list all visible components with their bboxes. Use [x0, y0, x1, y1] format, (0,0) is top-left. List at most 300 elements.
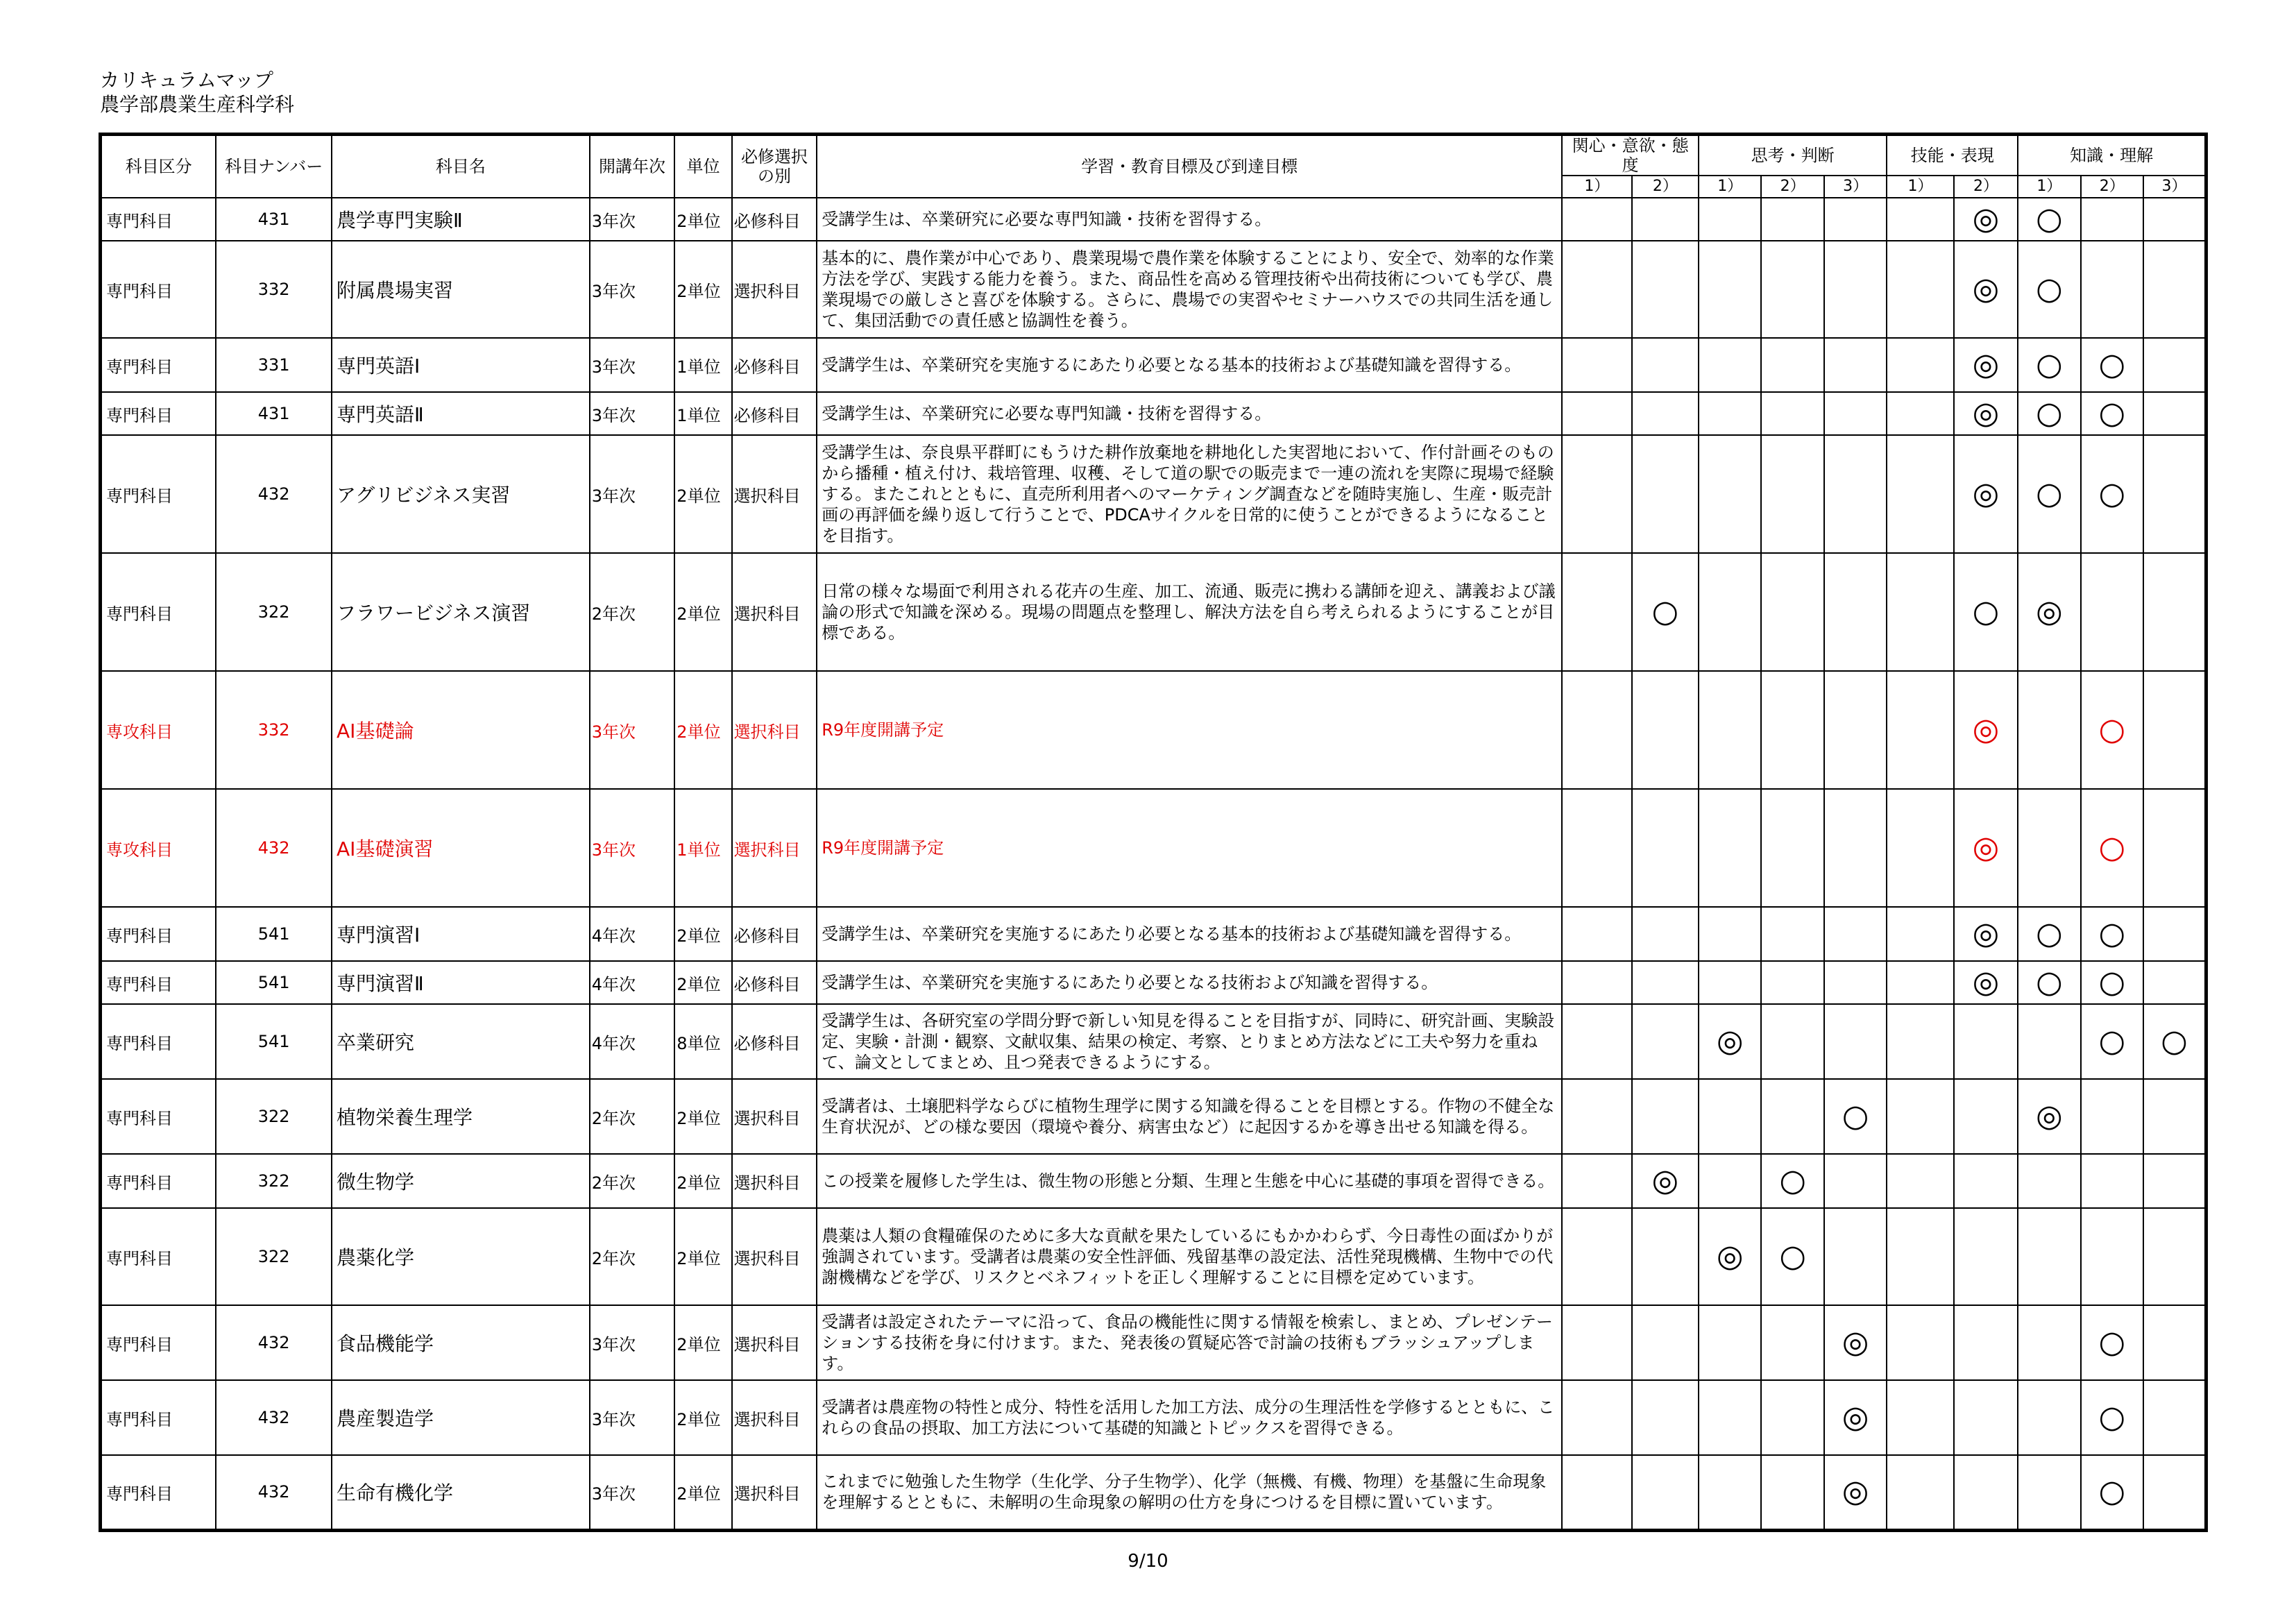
course-units: 8単位 [674, 1004, 731, 1079]
course-goal: 農薬は人類の食糧確保のために多大な貢献を果たしているにもかかわらず、今日毒性の面ばかりが強調されています。受講者は農薬の安全性評価、残留基準の設定法、活性発現機構、生物中での代謝機構などを学び、リスクとベネフィットを正しく理解することに目標を定めています。 [817, 1208, 1562, 1305]
course-category: 専門科目 [101, 435, 216, 553]
evaluation-mark: ○ [2081, 1004, 2143, 1079]
evaluation-mark: ○ [2018, 338, 2080, 392]
evaluation-mark [2081, 1079, 2143, 1154]
header-kubun: 科目区分 [101, 135, 216, 198]
header-sub: 1） [1562, 176, 1631, 198]
course-number: 541 [216, 961, 332, 1004]
course-goal: 受講学生は、卒業研究に必要な専門知識・技術を習得する。 [817, 392, 1562, 435]
evaluation-mark: ○ [1954, 553, 2018, 671]
course-name: 食品機能学 [332, 1305, 590, 1380]
evaluation-mark [1824, 553, 1887, 671]
course-goal: 受講学生は、卒業研究を実施するにあたり必要となる基本的技術および基礎知識を習得する。 [817, 907, 1562, 961]
evaluation-mark [1824, 338, 1887, 392]
course-category: 専門科目 [101, 1305, 216, 1380]
table-row [101, 671, 2206, 789]
evaluation-mark [1632, 338, 1699, 392]
evaluation-mark [2081, 1208, 2143, 1305]
course-year: 2年次 [590, 1208, 675, 1305]
evaluation-mark [1699, 961, 1761, 1004]
evaluation-mark: ○ [2018, 241, 2080, 338]
page-number: 9/10 [1128, 1551, 1168, 1572]
table-row [101, 553, 2206, 671]
header-unit: 単位 [674, 135, 731, 198]
course-year: 2年次 [590, 1154, 675, 1208]
evaluation-mark [2018, 1380, 2080, 1455]
header-group-knowledge: 知識・理解 [2018, 135, 2206, 176]
header-goal: 学習・教育目標及び到達目標 [817, 135, 1562, 198]
evaluation-mark: ◎ [1824, 1380, 1887, 1455]
evaluation-mark [1761, 553, 1823, 671]
evaluation-mark [1824, 789, 1887, 907]
evaluation-mark [1562, 553, 1631, 671]
evaluation-mark [2143, 1208, 2206, 1305]
course-units: 2単位 [674, 1079, 731, 1154]
course-number: 331 [216, 338, 332, 392]
course-units: 2単位 [674, 961, 731, 1004]
evaluation-mark [1699, 789, 1761, 907]
header-sub: 2） [1954, 176, 2018, 198]
evaluation-mark [1887, 907, 1953, 961]
evaluation-mark [1699, 198, 1761, 241]
course-year: 2年次 [590, 553, 675, 671]
evaluation-mark: ○ [1761, 1208, 1823, 1305]
table-row [101, 435, 2206, 553]
evaluation-mark: ○ [2081, 392, 2143, 435]
header-sub: 3） [1824, 176, 1887, 198]
course-category: 専門科目 [101, 338, 216, 392]
evaluation-mark [2143, 907, 2206, 961]
evaluation-mark [1824, 1154, 1887, 1208]
evaluation-mark [2143, 789, 2206, 907]
course-name: AI基礎演習 [332, 789, 590, 907]
evaluation-mark [1632, 1079, 1699, 1154]
course-category: 専門科目 [101, 1004, 216, 1079]
table-row [101, 392, 2206, 435]
evaluation-mark [2143, 241, 2206, 338]
evaluation-mark [1887, 241, 1953, 338]
evaluation-mark: ◎ [1954, 961, 2018, 1004]
course-required: 選択科目 [732, 1380, 817, 1455]
course-units: 2単位 [674, 671, 731, 789]
evaluation-mark [1562, 338, 1631, 392]
evaluation-mark [1761, 392, 1823, 435]
evaluation-mark [1699, 241, 1761, 338]
evaluation-mark [1562, 789, 1631, 907]
course-name: 微生物学 [332, 1154, 590, 1208]
course-units: 2単位 [674, 907, 731, 961]
evaluation-mark [1887, 1154, 1953, 1208]
header-name: 科目名 [332, 135, 590, 198]
evaluation-mark [1761, 1380, 1823, 1455]
evaluation-mark [1824, 907, 1887, 961]
course-required: 選択科目 [732, 435, 817, 553]
table-row [101, 1305, 2206, 1380]
evaluation-mark [1562, 1208, 1631, 1305]
header-sub: 1） [1887, 176, 1953, 198]
evaluation-mark [1887, 1208, 1953, 1305]
evaluation-mark [1761, 1004, 1823, 1079]
course-year: 3年次 [590, 338, 675, 392]
evaluation-mark [1632, 1208, 1699, 1305]
evaluation-mark [2018, 1305, 2080, 1380]
evaluation-mark [1632, 961, 1699, 1004]
evaluation-mark [1562, 435, 1631, 553]
evaluation-mark [2143, 1154, 2206, 1208]
course-required: 選択科目 [732, 789, 817, 907]
evaluation-mark [1562, 1380, 1631, 1455]
course-required: 選択科目 [732, 1154, 817, 1208]
header-group-thinking: 思考・判断 [1699, 135, 1887, 176]
course-number: 432 [216, 1305, 332, 1380]
evaluation-mark [1699, 1305, 1761, 1380]
evaluation-mark [1632, 671, 1699, 789]
evaluation-mark [1824, 435, 1887, 553]
evaluation-mark [2143, 1455, 2206, 1530]
evaluation-mark [1632, 1004, 1699, 1079]
evaluation-mark: ○ [2143, 1004, 2206, 1079]
course-required: 選択科目 [732, 1079, 817, 1154]
evaluation-mark [1761, 671, 1823, 789]
evaluation-mark [1562, 1004, 1631, 1079]
evaluation-mark [2143, 671, 2206, 789]
table-row [101, 1154, 2206, 1208]
evaluation-mark: ○ [2081, 1455, 2143, 1530]
course-required: 選択科目 [732, 553, 817, 671]
course-required: 必修科目 [732, 907, 817, 961]
header-sub: 2） [1632, 176, 1699, 198]
table-row [101, 198, 2206, 241]
header-group-interest: 関心・意欲・態度 [1562, 135, 1699, 176]
course-units: 1単位 [674, 338, 731, 392]
evaluation-mark: ◎ [1824, 1455, 1887, 1530]
evaluation-mark [2143, 961, 2206, 1004]
evaluation-mark: ◎ [1824, 1305, 1887, 1380]
evaluation-mark [1887, 338, 1953, 392]
course-category: 専門科目 [101, 392, 216, 435]
course-category: 専門科目 [101, 1380, 216, 1455]
course-number: 332 [216, 671, 332, 789]
evaluation-mark: ○ [2081, 671, 2143, 789]
evaluation-mark: ○ [1824, 1079, 1887, 1154]
course-goal: 受講者は設定されたテーマに沿って、食品の機能性に関する情報を検索し、まとめ、プレゼンテーションする技術を身に付けます。また、発表後の質疑応答で討論の技術もブラッシュアップします。 [817, 1305, 1562, 1380]
course-goal: これまでに勉強した生物学（生化学、分子生物学）、化学（無機、有機、物理）を基盤に生命現象を理解するとともに、未解明の生命現象の解明の仕方を身につけるを目標に置いています。 [817, 1455, 1562, 1530]
evaluation-mark [2143, 338, 2206, 392]
evaluation-mark [2143, 198, 2206, 241]
evaluation-mark [2018, 1154, 2080, 1208]
evaluation-mark [1632, 198, 1699, 241]
course-units: 1単位 [674, 392, 731, 435]
course-category: 専攻科目 [101, 671, 216, 789]
course-goal: 日常の様々な場面で利用される花卉の生産、加工、流通、販売に携わる講師を迎え、講義および議論の形式で知識を深める。現場の問題点を整理し、解決方法を自ら考えられるようにすることが目標である。 [817, 553, 1562, 671]
evaluation-mark [1824, 671, 1887, 789]
evaluation-mark [1632, 1455, 1699, 1530]
evaluation-mark [1761, 338, 1823, 392]
course-name: フラワービジネス演習 [332, 553, 590, 671]
evaluation-mark [1562, 198, 1631, 241]
evaluation-mark [1761, 241, 1823, 338]
evaluation-mark [1632, 241, 1699, 338]
course-goal: 受講学生は、卒業研究を実施するにあたり必要となる技術および知識を習得する。 [817, 961, 1562, 1004]
course-name: 植物栄養生理学 [332, 1079, 590, 1154]
course-category: 専門科目 [101, 1208, 216, 1305]
course-category: 専攻科目 [101, 789, 216, 907]
course-goal: 受講学生は、各研究室の学問分野で新しい知見を得ることを目指すが、同時に、研究計画、実験設定、実験・計測・観察、文献収集、結果の検定、考察、とりまとめ方法などに工夫や努力を重ねて、論文としてまとめ、且つ発表できるようにする。 [817, 1004, 1562, 1079]
course-required: 選択科目 [732, 1208, 817, 1305]
evaluation-mark [1824, 961, 1887, 1004]
evaluation-mark [1761, 198, 1823, 241]
evaluation-mark [1824, 241, 1887, 338]
course-required: 必修科目 [732, 392, 817, 435]
evaluation-mark: ◎ [1632, 1154, 1699, 1208]
evaluation-mark: ○ [2081, 961, 2143, 1004]
course-name: 農産製造学 [332, 1380, 590, 1455]
table-row [101, 1079, 2206, 1154]
evaluation-mark [1632, 435, 1699, 553]
evaluation-mark [1699, 1380, 1761, 1455]
evaluation-mark [1954, 1154, 2018, 1208]
header-sub: 2） [1761, 176, 1823, 198]
evaluation-mark [1761, 1079, 1823, 1154]
course-units: 2単位 [674, 435, 731, 553]
evaluation-mark [2018, 1455, 2080, 1530]
header-group-skill: 技能・表現 [1887, 135, 2018, 176]
evaluation-mark: ◎ [2018, 1079, 2080, 1154]
course-year: 3年次 [590, 392, 675, 435]
evaluation-mark: ◎ [1954, 671, 2018, 789]
evaluation-mark: ○ [2018, 907, 2080, 961]
course-number: 322 [216, 553, 332, 671]
evaluation-mark [1699, 1455, 1761, 1530]
evaluation-mark [2018, 1208, 2080, 1305]
course-units: 2単位 [674, 198, 731, 241]
header-sub: 3） [2143, 176, 2206, 198]
course-name: 専門英語Ⅱ [332, 392, 590, 435]
evaluation-mark [1562, 1455, 1631, 1530]
course-number: 332 [216, 241, 332, 338]
evaluation-mark [1954, 1079, 2018, 1154]
course-number: 432 [216, 789, 332, 907]
course-number: 432 [216, 1380, 332, 1455]
evaluation-mark [1887, 789, 1953, 907]
evaluation-mark: ◎ [1954, 392, 2018, 435]
course-name: 農学専門実験Ⅱ [332, 198, 590, 241]
evaluation-mark [1562, 1154, 1631, 1208]
header-number: 科目ナンバー [216, 135, 332, 198]
evaluation-mark [1632, 789, 1699, 907]
evaluation-mark: ○ [1761, 1154, 1823, 1208]
evaluation-mark [1632, 392, 1699, 435]
course-name: 農薬化学 [332, 1208, 590, 1305]
course-goal: 受講学生は、奈良県平群町にもうけた耕作放棄地を耕地化した実習地において、作付計画そのものから播種・植え付け、栽培管理、収穫、そして道の駅での販売まで一連の流れを実際に現場で経験する。またこれとともに、直売所利用者へのマーケティング調査などを随時実施し、生産・販売計画の再評価を繰り返して行うことで、PDCAサイクルを日常的に使うことができるようになることを目指す。 [817, 435, 1562, 553]
course-category: 専門科目 [101, 961, 216, 1004]
course-name: 専門演習Ⅱ [332, 961, 590, 1004]
evaluation-mark [1954, 1305, 2018, 1380]
evaluation-mark: ○ [2081, 789, 2143, 907]
evaluation-mark [1887, 1079, 1953, 1154]
course-year: 3年次 [590, 435, 675, 553]
table-row [101, 1455, 2206, 1530]
course-category: 専門科目 [101, 241, 216, 338]
course-category: 専門科目 [101, 553, 216, 671]
course-units: 2単位 [674, 1154, 731, 1208]
evaluation-mark [1562, 241, 1631, 338]
evaluation-mark: ◎ [1954, 907, 2018, 961]
evaluation-mark [1887, 961, 1953, 1004]
course-required: 必修科目 [732, 961, 817, 1004]
curriculum-map-table [99, 133, 2208, 1532]
evaluation-mark [1699, 1154, 1761, 1208]
evaluation-mark: ○ [2081, 907, 2143, 961]
evaluation-mark [2081, 241, 2143, 338]
evaluation-mark [1887, 671, 1953, 789]
evaluation-mark [1887, 392, 1953, 435]
course-year: 3年次 [590, 1305, 675, 1380]
evaluation-mark [1761, 789, 1823, 907]
evaluation-mark [1699, 553, 1761, 671]
course-units: 2単位 [674, 241, 731, 338]
evaluation-mark [2143, 1079, 2206, 1154]
course-number: 322 [216, 1208, 332, 1305]
course-year: 3年次 [590, 671, 675, 789]
header-sub: 1） [2018, 176, 2080, 198]
evaluation-mark [1824, 198, 1887, 241]
evaluation-mark [1699, 907, 1761, 961]
evaluation-mark [1761, 1305, 1823, 1380]
course-goal: この授業を履修した学生は、微生物の形態と分類、生理と生態を中心に基礎的事項を習得できる。 [817, 1154, 1562, 1208]
course-required: 選択科目 [732, 241, 817, 338]
course-year: 3年次 [590, 241, 675, 338]
evaluation-mark: ◎ [1954, 435, 2018, 553]
evaluation-mark [1761, 961, 1823, 1004]
course-category: 専門科目 [101, 907, 216, 961]
table-row [101, 789, 2206, 907]
evaluation-mark [2081, 1154, 2143, 1208]
course-required: 必修科目 [732, 1004, 817, 1079]
course-year: 4年次 [590, 907, 675, 961]
evaluation-mark [1699, 435, 1761, 553]
evaluation-mark [1887, 1380, 1953, 1455]
evaluation-mark: ○ [2081, 435, 2143, 553]
evaluation-mark [1887, 1455, 1953, 1530]
evaluation-mark [1887, 198, 1953, 241]
course-number: 431 [216, 392, 332, 435]
evaluation-mark [2081, 553, 2143, 671]
course-category: 専門科目 [101, 1154, 216, 1208]
course-name: AI基礎論 [332, 671, 590, 789]
evaluation-mark [1699, 671, 1761, 789]
evaluation-mark [1954, 1004, 2018, 1079]
course-goal: 基本的に、農作業が中心であり、農業現場で農作業を体験することにより、安全で、効率的な作業方法を学び、実践する能力を養う。また、商品性を高める管理技術や出荷技術についても学び、農業現場での厳しさと喜びを体験する。さらに、農場での実習やセミナーハウスでの共同生活を通して、集団活動での責任感と協調性を養う。 [817, 241, 1562, 338]
evaluation-mark [1954, 1455, 2018, 1530]
course-units: 2単位 [674, 553, 731, 671]
evaluation-mark: ◎ [1954, 198, 2018, 241]
course-category: 専門科目 [101, 198, 216, 241]
header-required: 必修選択の別 [732, 135, 817, 198]
header-sub: 2） [2081, 176, 2143, 198]
course-name: アグリビジネス実習 [332, 435, 590, 553]
evaluation-mark: ◎ [1954, 338, 2018, 392]
evaluation-mark [1824, 1208, 1887, 1305]
evaluation-mark [1699, 1079, 1761, 1154]
evaluation-mark [1824, 1004, 1887, 1079]
table-row [101, 338, 2206, 392]
course-required: 必修科目 [732, 198, 817, 241]
table-row [101, 1380, 2206, 1455]
evaluation-mark [1632, 1380, 1699, 1455]
evaluation-mark [2018, 671, 2080, 789]
course-goal: R9年度開講予定 [817, 671, 1562, 789]
course-number: 432 [216, 1455, 332, 1530]
evaluation-mark: ○ [2018, 435, 2080, 553]
course-goal: 受講者は、土壌肥料学ならびに植物生理学に関する知識を得ることを目標とする。作物の不健全な生育状況が、どの様な要因（環境や養分、病害虫など）に起因するかを導き出せる知識を得る。 [817, 1079, 1562, 1154]
evaluation-mark [1562, 907, 1631, 961]
evaluation-mark [2143, 1305, 2206, 1380]
course-goal: 受講学生は、卒業研究を実施するにあたり必要となる基本的技術および基礎知識を習得する。 [817, 338, 1562, 392]
course-units: 2単位 [674, 1455, 731, 1530]
evaluation-mark: ◎ [1699, 1208, 1761, 1305]
course-name: 生命有機化学 [332, 1455, 590, 1530]
course-year: 4年次 [590, 961, 675, 1004]
evaluation-mark [1699, 338, 1761, 392]
evaluation-mark: ◎ [1699, 1004, 1761, 1079]
evaluation-mark [2018, 1004, 2080, 1079]
evaluation-mark [1761, 435, 1823, 553]
evaluation-mark: ○ [2018, 198, 2080, 241]
evaluation-mark [2143, 553, 2206, 671]
evaluation-mark: ○ [2081, 1305, 2143, 1380]
course-name: 専門演習Ⅰ [332, 907, 590, 961]
course-required: 必修科目 [732, 338, 817, 392]
course-number: 322 [216, 1079, 332, 1154]
evaluation-mark [1887, 1004, 1953, 1079]
table-row [101, 241, 2206, 338]
course-required: 選択科目 [732, 1305, 817, 1380]
evaluation-mark [1824, 392, 1887, 435]
evaluation-mark [1761, 1455, 1823, 1530]
header-year: 開講年次 [590, 135, 675, 198]
course-required: 選択科目 [732, 1455, 817, 1530]
course-goal: R9年度開講予定 [817, 789, 1562, 907]
evaluation-mark [2143, 1380, 2206, 1455]
course-units: 2単位 [674, 1380, 731, 1455]
evaluation-mark [2018, 789, 2080, 907]
evaluation-mark [2081, 198, 2143, 241]
course-year: 2年次 [590, 1079, 675, 1154]
evaluation-mark: ○ [2081, 1380, 2143, 1455]
evaluation-mark: ◎ [1954, 241, 2018, 338]
course-name: 附属農場実習 [332, 241, 590, 338]
course-name: 専門英語Ⅰ [332, 338, 590, 392]
evaluation-mark: ◎ [2018, 553, 2080, 671]
course-units: 1単位 [674, 789, 731, 907]
evaluation-mark [1761, 907, 1823, 961]
evaluation-mark [1562, 392, 1631, 435]
evaluation-mark: ◎ [1954, 789, 2018, 907]
evaluation-mark [1562, 1305, 1631, 1380]
evaluation-mark [1562, 671, 1631, 789]
evaluation-mark [2143, 435, 2206, 553]
evaluation-mark [1954, 1208, 2018, 1305]
course-number: 541 [216, 907, 332, 961]
course-year: 3年次 [590, 198, 675, 241]
evaluation-mark [2143, 392, 2206, 435]
table-row [101, 961, 2206, 1004]
header-sub: 1） [1699, 176, 1761, 198]
table-row [101, 1004, 2206, 1079]
evaluation-mark [1632, 907, 1699, 961]
page-subtitle: 農学部農業生産科学科 [100, 93, 295, 116]
